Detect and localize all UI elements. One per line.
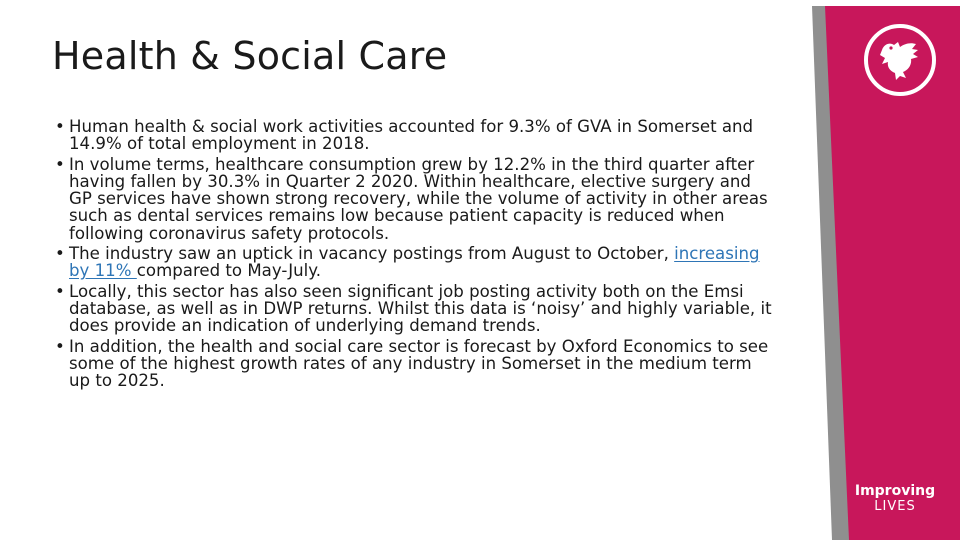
brand-line-1: Improving	[854, 483, 936, 499]
bullet-item	[52, 245, 772, 280]
wyvern-crest-icon	[860, 20, 940, 100]
slide-title: Health & Social Care	[52, 34, 448, 78]
bullet-text: The industry saw an uptick in vacancy postings from August to October,	[69, 244, 675, 264]
vacancy-increase-link[interactable]: increasing by 11%	[69, 244, 760, 281]
brand-line-2: LIVES	[874, 499, 916, 514]
bullet-text: In addition, the health and social care sector is forecast by Oxford Economics to see some of the highest growth rates of any industry in Somerset in the medium term up to 2025.	[69, 336, 769, 391]
bullet-text: compared to May-July.	[136, 261, 322, 281]
bullet-text: Locally, this sector has also seen significant job posting activity both on the Emsi database, as well as in DWP returns. Whilst this data is ‘noisy’ and highly variable, it does provide an indication of underlying demand trends.	[69, 281, 772, 336]
bullet-text: Human health & social work activities accounted for 9.3% of GVA in Somerset and 14.9% of total employment in 2018.	[69, 117, 754, 154]
brand-logo	[850, 484, 940, 514]
bullet-list	[52, 118, 772, 392]
bullet-item	[52, 338, 772, 390]
bullet-item	[52, 283, 772, 335]
bullet-item	[52, 118, 772, 153]
bullet-item	[52, 156, 772, 242]
bullet-text: In volume terms, healthcare consumption grew by 12.2% in the third quarter after having fallen by 30.3% in Quarter 2 2020. Within healthcare, elective surgery and GP services have shown strong recovery, while the volume of activity in other areas such as dental services remains low because patient capacity is reduced when following coronavirus safety protocols.	[69, 154, 768, 243]
